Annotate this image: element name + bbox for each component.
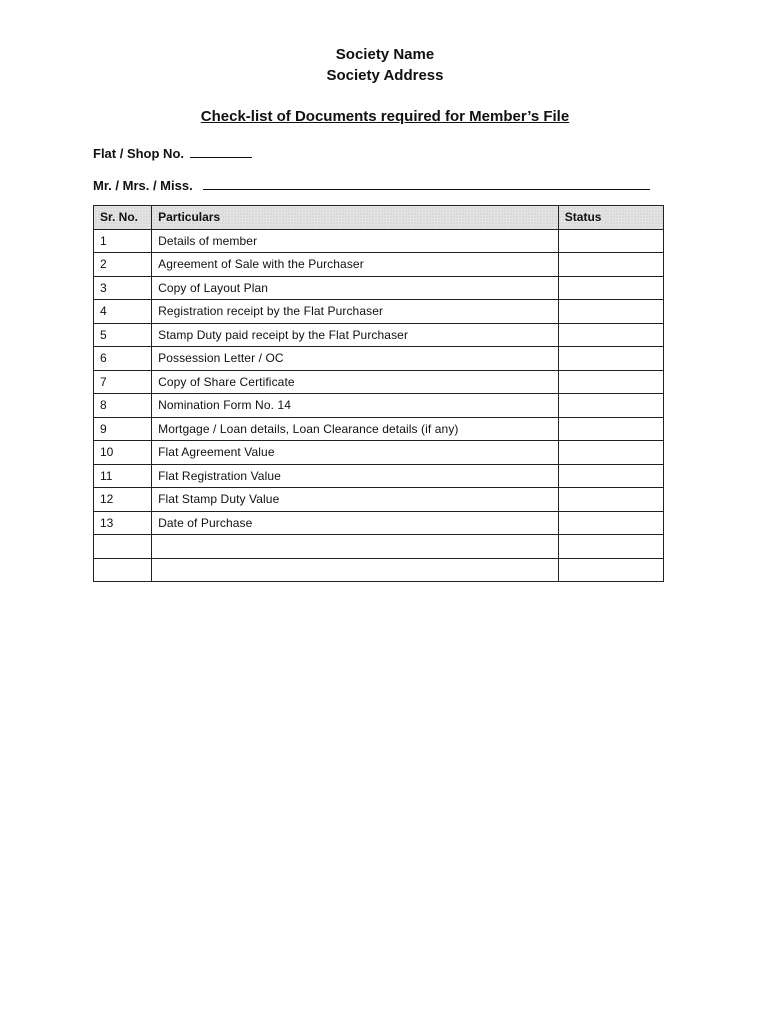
cell-sr-no: 4 — [94, 300, 152, 324]
table-row — [94, 441, 664, 465]
table-row — [94, 276, 664, 300]
cell-particulars: Mortgage / Loan details, Loan Clearance details (if any) — [152, 417, 559, 441]
table-row — [94, 488, 664, 512]
cell-sr-no: 6 — [94, 347, 152, 371]
cell-status[interactable] — [558, 441, 663, 465]
member-name-field — [93, 175, 650, 195]
cell-status[interactable] — [558, 276, 663, 300]
cell-particulars: Flat Stamp Duty Value — [152, 488, 559, 512]
cell-particulars: Copy of Layout Plan — [152, 276, 559, 300]
cell-sr-no: 2 — [94, 253, 152, 277]
cell-status[interactable] — [558, 300, 663, 324]
cell-particulars: Flat Agreement Value — [152, 441, 559, 465]
header-particulars: Particulars — [152, 206, 559, 230]
table-row — [94, 535, 664, 559]
cell-particulars: Stamp Duty paid receipt by the Flat Purchaser — [152, 323, 559, 347]
cell-status[interactable] — [558, 417, 663, 441]
member-name-label: Mr. / Mrs. / Miss. — [93, 178, 193, 193]
cell-sr-no: 13 — [94, 511, 152, 535]
cell-particulars[interactable] — [152, 558, 559, 582]
cell-status[interactable] — [558, 394, 663, 418]
cell-status[interactable] — [558, 558, 663, 582]
header-status: Status — [558, 206, 663, 230]
cell-particulars: Details of member — [152, 229, 559, 253]
cell-particulars: Agreement of Sale with the Purchaser — [152, 253, 559, 277]
flat-shop-label: Flat / Shop No. — [93, 146, 184, 161]
table-header-row — [94, 206, 664, 230]
cell-particulars: Possession Letter / OC — [152, 347, 559, 371]
table-row — [94, 417, 664, 441]
member-name-blank[interactable] — [203, 175, 650, 190]
cell-particulars: Date of Purchase — [152, 511, 559, 535]
cell-sr-no: 8 — [94, 394, 152, 418]
cell-status[interactable] — [558, 464, 663, 488]
table-row — [94, 347, 664, 371]
cell-status[interactable] — [558, 229, 663, 253]
cell-sr-no: 12 — [94, 488, 152, 512]
cell-sr-no[interactable] — [94, 558, 152, 582]
cell-particulars[interactable] — [152, 535, 559, 559]
table-row — [94, 253, 664, 277]
cell-status[interactable] — [558, 535, 663, 559]
table-row — [94, 229, 664, 253]
table-row — [94, 300, 664, 324]
cell-particulars: Flat Registration Value — [152, 464, 559, 488]
cell-status[interactable] — [558, 488, 663, 512]
cell-status[interactable] — [558, 347, 663, 371]
society-name: Society Name — [335, 46, 435, 63]
cell-sr-no: 9 — [94, 417, 152, 441]
cell-sr-no: 5 — [94, 323, 152, 347]
cell-sr-no: 10 — [94, 441, 152, 465]
document-title: Check-list of Documents required for Member’s File — [200, 108, 570, 125]
cell-sr-no: 3 — [94, 276, 152, 300]
cell-sr-no: 1 — [94, 229, 152, 253]
cell-status[interactable] — [558, 323, 663, 347]
table-row — [94, 464, 664, 488]
society-header — [0, 44, 770, 86]
table-row — [94, 323, 664, 347]
table-row — [94, 558, 664, 582]
cell-status[interactable] — [558, 253, 663, 277]
cell-particulars: Registration receipt by the Flat Purchaser — [152, 300, 559, 324]
cell-status[interactable] — [558, 370, 663, 394]
header-sr-no: Sr. No. — [94, 206, 152, 230]
cell-sr-no[interactable] — [94, 535, 152, 559]
cell-particulars: Copy of Share Certificate — [152, 370, 559, 394]
cell-sr-no: 11 — [94, 464, 152, 488]
cell-particulars: Nomination Form No. 14 — [152, 394, 559, 418]
society-address: Society Address — [326, 67, 444, 84]
flat-shop-field — [93, 143, 252, 163]
cell-sr-no: 7 — [94, 370, 152, 394]
documents-checklist-table — [93, 205, 664, 582]
flat-shop-blank[interactable] — [190, 143, 252, 158]
table-row — [94, 394, 664, 418]
cell-status[interactable] — [558, 511, 663, 535]
table-row — [94, 370, 664, 394]
table-row — [94, 511, 664, 535]
